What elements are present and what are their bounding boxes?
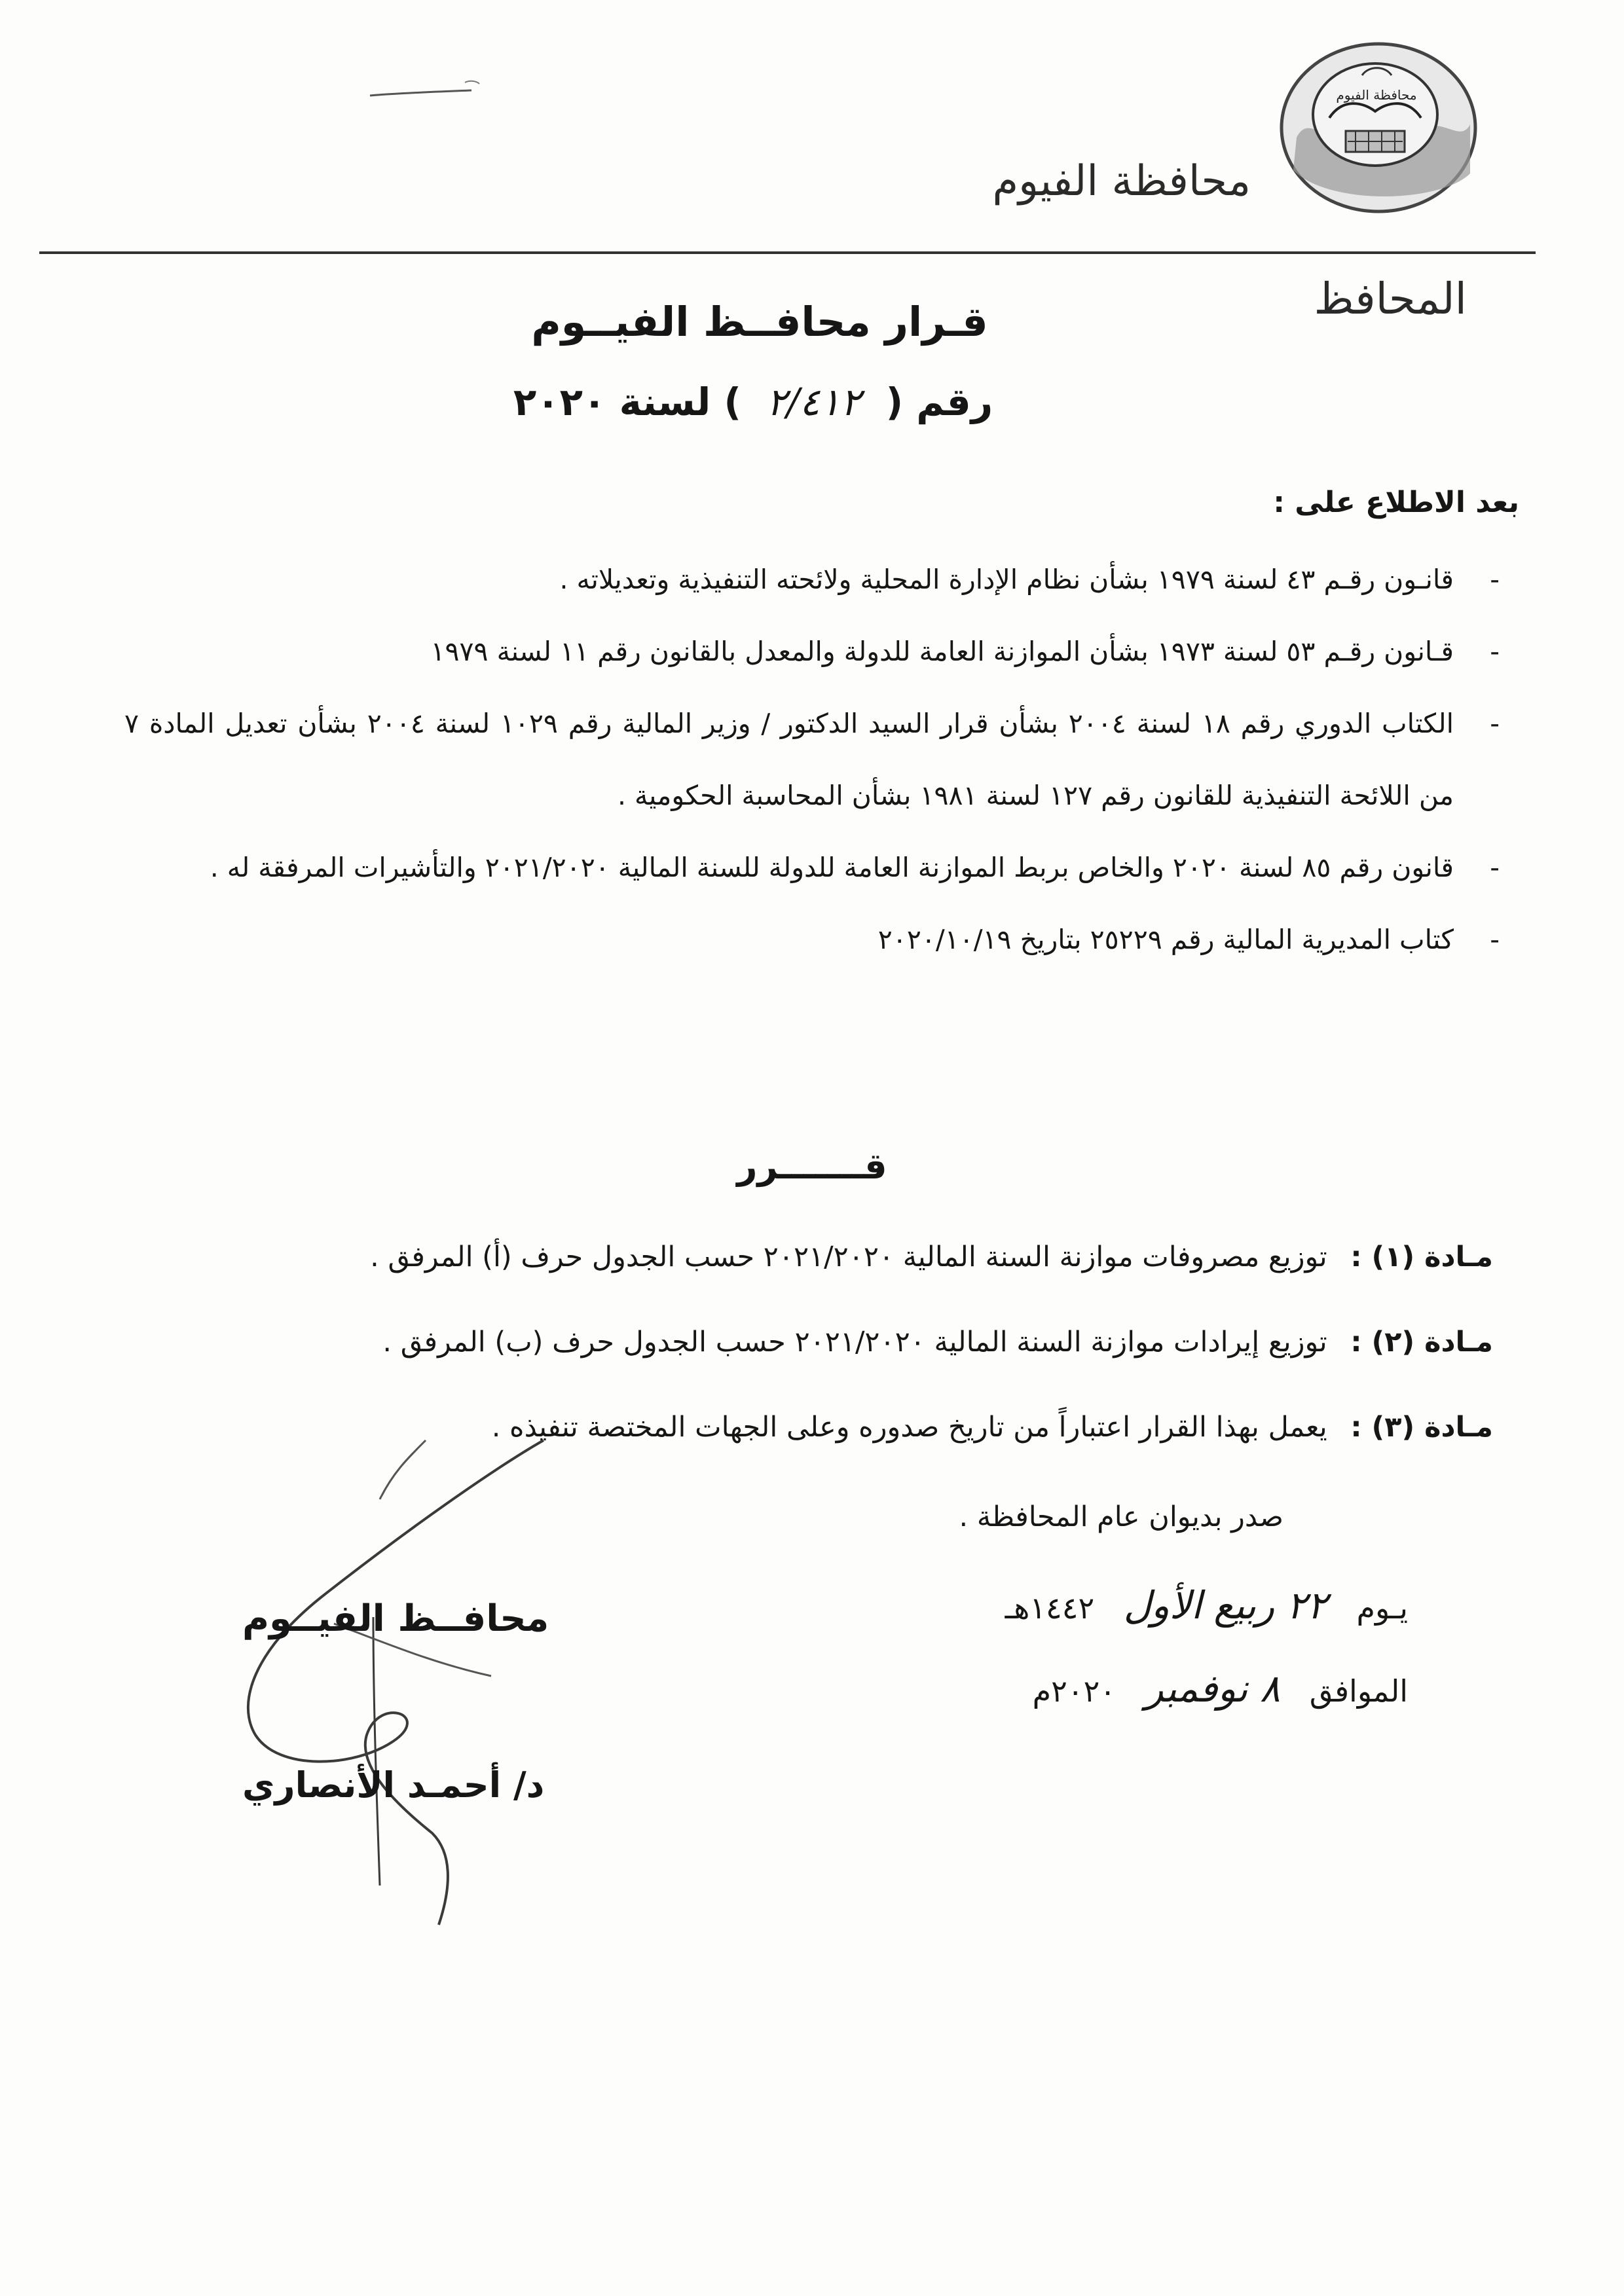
decree-number-prefix: رقم (: [885, 380, 993, 424]
hijri-prefix: يـوم: [1356, 1590, 1408, 1626]
decides-heading: قـــــــرر: [737, 1146, 887, 1187]
issued-statement: صدر بديوان عام المحافظة .: [959, 1501, 1283, 1533]
article: [151, 1326, 1493, 1411]
reference-list: [124, 543, 1500, 975]
reference-text: كتاب المديرية المالية رقم ٢٥٢٢٩ بتاريخ ٢٠٢٠/١٠/١٩: [877, 924, 1454, 955]
reference-text: قانون رقم ٨٥ لسنة ٢٠٢٠ والخاص بربط الموازنة العامة للدولة للسنة المالية ٢٠٢١/٢٠٢٠ والتأشيرات المرفقة له .: [210, 852, 1454, 883]
decree-title: قـرار محافــظ الفيــوم: [531, 298, 988, 346]
article: [151, 1241, 1493, 1326]
article-label: مـادة (٣) :: [1350, 1411, 1493, 1444]
list-item: - كتاب المديرية المالية رقم ٢٥٢٢٩ بتاريخ ٢٠٢٠/١٠/١٩: [877, 924, 1500, 955]
preamble-heading: بعد الاطلاع على :: [1273, 486, 1519, 519]
hijri-date: [1005, 1583, 1408, 1628]
greg-prefix: الموافق: [1309, 1673, 1408, 1709]
article-label: مـادة (١) :: [1350, 1241, 1493, 1273]
list-item: - قـانون رقـم ٥٣ لسنة ١٩٧٣ بشأن الموازنة العامة للدولة والمعدل بالقانون رقم ١١ لسنة ١٩٧٩: [430, 636, 1500, 667]
decree-number-handwritten: ٢/٤١٢: [766, 380, 861, 424]
signature-drawing: [216, 1427, 557, 1938]
article-text: يعمل بهذا القرار اعتباراً من تاريخ صدوره وعلى الجهات المختصة تنفيذه .: [491, 1411, 1327, 1444]
gregorian-date: [1033, 1666, 1408, 1711]
pen-mark: [367, 77, 491, 103]
governorate-header: محافظة الفيوم: [992, 157, 1251, 206]
governorate-seal-logo: [1270, 39, 1480, 216]
list-item: - قانون رقم ٨٥ لسنة ٢٠٢٠ والخاص بربط الموازنة العامة للدولة للسنة المالية ٢٠٢١/٢٠٢٠ والتأشيرات المرفقة له .: [210, 852, 1500, 883]
governor-office-title: المحافظ: [1314, 274, 1467, 324]
decree-number: [445, 380, 1061, 424]
hijri-year: ١٤٤٢هـ: [1005, 1590, 1095, 1626]
reference-text: قـانون رقـم ٥٣ لسنة ١٩٧٣ بشأن الموازنة العامة للدولة والمعدل بالقانون رقم ١١ لسنة ١٩٧٩: [430, 636, 1454, 667]
reference-text: قانـون رقـم ٤٣ لسنة ١٩٧٩ بشأن نظام الإدارة المحلية ولائحته التنفيذية وتعديلاته .: [559, 564, 1454, 595]
list-item: - الكتاب الدوري رقم ١٨ لسنة ٢٠٠٤ بشأن قرار السيد الدكتور / وزير المالية رقم ١٠٢٩ لسنة ٢٠٠٤ بشأن تعديل المادة ٧ من اللائحة التنفيذية للقانون رقم ١٢٧ لسنة ١٩٨١ بشأن المحاسبة الحكومية .: [124, 708, 1500, 811]
list-item: - قانـون رقـم ٤٣ لسنة ١٩٧٩ بشأن نظام الإدارة المحلية ولائحته التنفيذية وتعديلاته .: [559, 564, 1500, 595]
reference-text: الكتاب الدوري رقم ١٨ لسنة ٢٠٠٤ بشأن قرار السيد الدكتور / وزير المالية رقم ١٠٢٩ لسنة ٢٠٠٤ بشأن تعديل المادة ٧ من اللائحة التنفيذية للقانون رقم ١٢٧ لسنة ١٩٨١ بشأن المحاسبة الحكومية .: [124, 708, 1454, 811]
hijri-handwritten: ٢٢ ربيع الأول: [1123, 1583, 1327, 1628]
article-text: توزيع مصروفات موازنة السنة المالية ٢٠٢١/٢٠٢٠ حسب الجدول حرف (أ) المرفق .: [370, 1241, 1327, 1273]
signature-title: محافــظ الفيــوم: [242, 1597, 549, 1640]
seal-text: محافظة الفيوم: [1336, 87, 1417, 103]
greg-handwritten: ٨ نوفمبر: [1145, 1666, 1281, 1711]
greg-year: ٢٠٢٠م: [1032, 1673, 1116, 1709]
article-label: مـادة (٢) :: [1350, 1326, 1493, 1358]
signatory-name: د/ أحمـد الأنصاري: [242, 1764, 545, 1806]
article-text: توزيع إيرادات موازنة السنة المالية ٢٠٢١/٢٠٢٠ حسب الجدول حرف (ب) المرفق .: [382, 1326, 1327, 1358]
decree-number-suffix: ) لسنة ٢٠٢٠: [513, 380, 742, 424]
header-divider: [39, 251, 1536, 254]
